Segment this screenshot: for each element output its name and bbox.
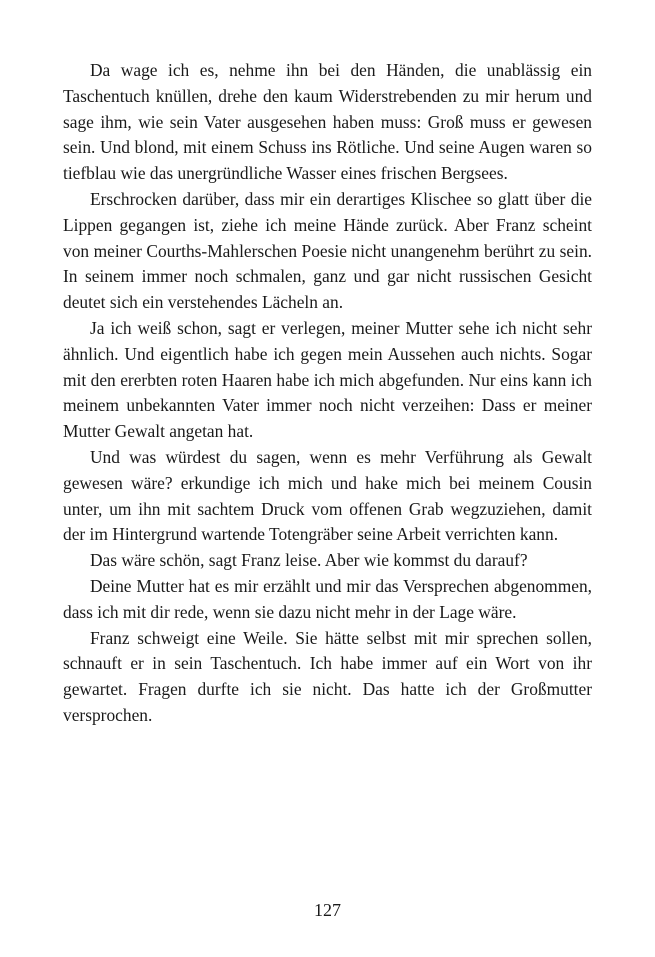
paragraph-4: Und was würdest du sagen, wenn es mehr Verführung als Gewalt gewesen wäre? erkundige ich mich und hake mich bei meinem Cousin unter, um ihn mit sachtem Druck vom offenen Grab wegzuziehen, damit der im Hintergrund wartende Totengräber seine Arbeit verrichten kann. xyxy=(63,446,592,545)
paragraph-6: Deine Mutter hat es mir erzählt und mir das Versprechen abgenommen, dass ich mit dir rede, wenn sie dazu nicht mehr in der Lage wäre. xyxy=(63,575,592,622)
page-number: 127 xyxy=(314,900,341,920)
paragraph-2: Erschrocken darüber, dass mir ein derartiges Klischee so glatt über die Lippen gegangen ist, ziehe ich meine Hände zurück. Aber Franz scheint von meiner Courths-Mahlerschen Poesie nicht unangenehm berührt zu sein. In seinem immer noch schmalen, ganz und gar nicht russischen Gesicht deutet sich ein verstehendes Lächeln an. xyxy=(63,188,592,313)
book-page-text xyxy=(63,58,592,729)
paragraph-1: Da wage ich es, nehme ihn bei den Händen, die unablässig ein Taschentuch knüllen, drehe den kaum Widerstrebenden zu mir herum und sage ihm, wie sein Vater ausgesehen haben muss: Groß muss er gewesen sein. Und blond, mit einem Schuss ins Rötliche. Und seine Augen waren so tiefblau wie das unergründliche Wasser eines frischen Bergsees. xyxy=(63,60,592,184)
paragraph-5: Das wäre schön, sagt Franz leise. Aber wie kommst du darauf? xyxy=(90,550,528,571)
paragraph-7: Franz schweigt eine Weile. Sie hätte selbst mit mir sprechen sollen, schnauft er in sein Taschentuch. Ich habe immer auf ein Wort von ihr gewartet. Fragen durfte ich sie nicht. Das hatte ich der Großmutter versprochen. xyxy=(63,627,592,725)
paragraph-3: Ja ich weiß schon, sagt er verlegen, meiner Mutter sehe ich nicht sehr ähnlich. Und eigentlich habe ich gegen mein Aussehen auch nichts. Sogar mit den ererbten roten Haaren habe ich mich abgefunden. Nur eins kann ich meinem unbekannten Vater immer noch nicht verzeihen: Dass er meiner Mutter Gewalt angetan hat. xyxy=(63,317,592,442)
